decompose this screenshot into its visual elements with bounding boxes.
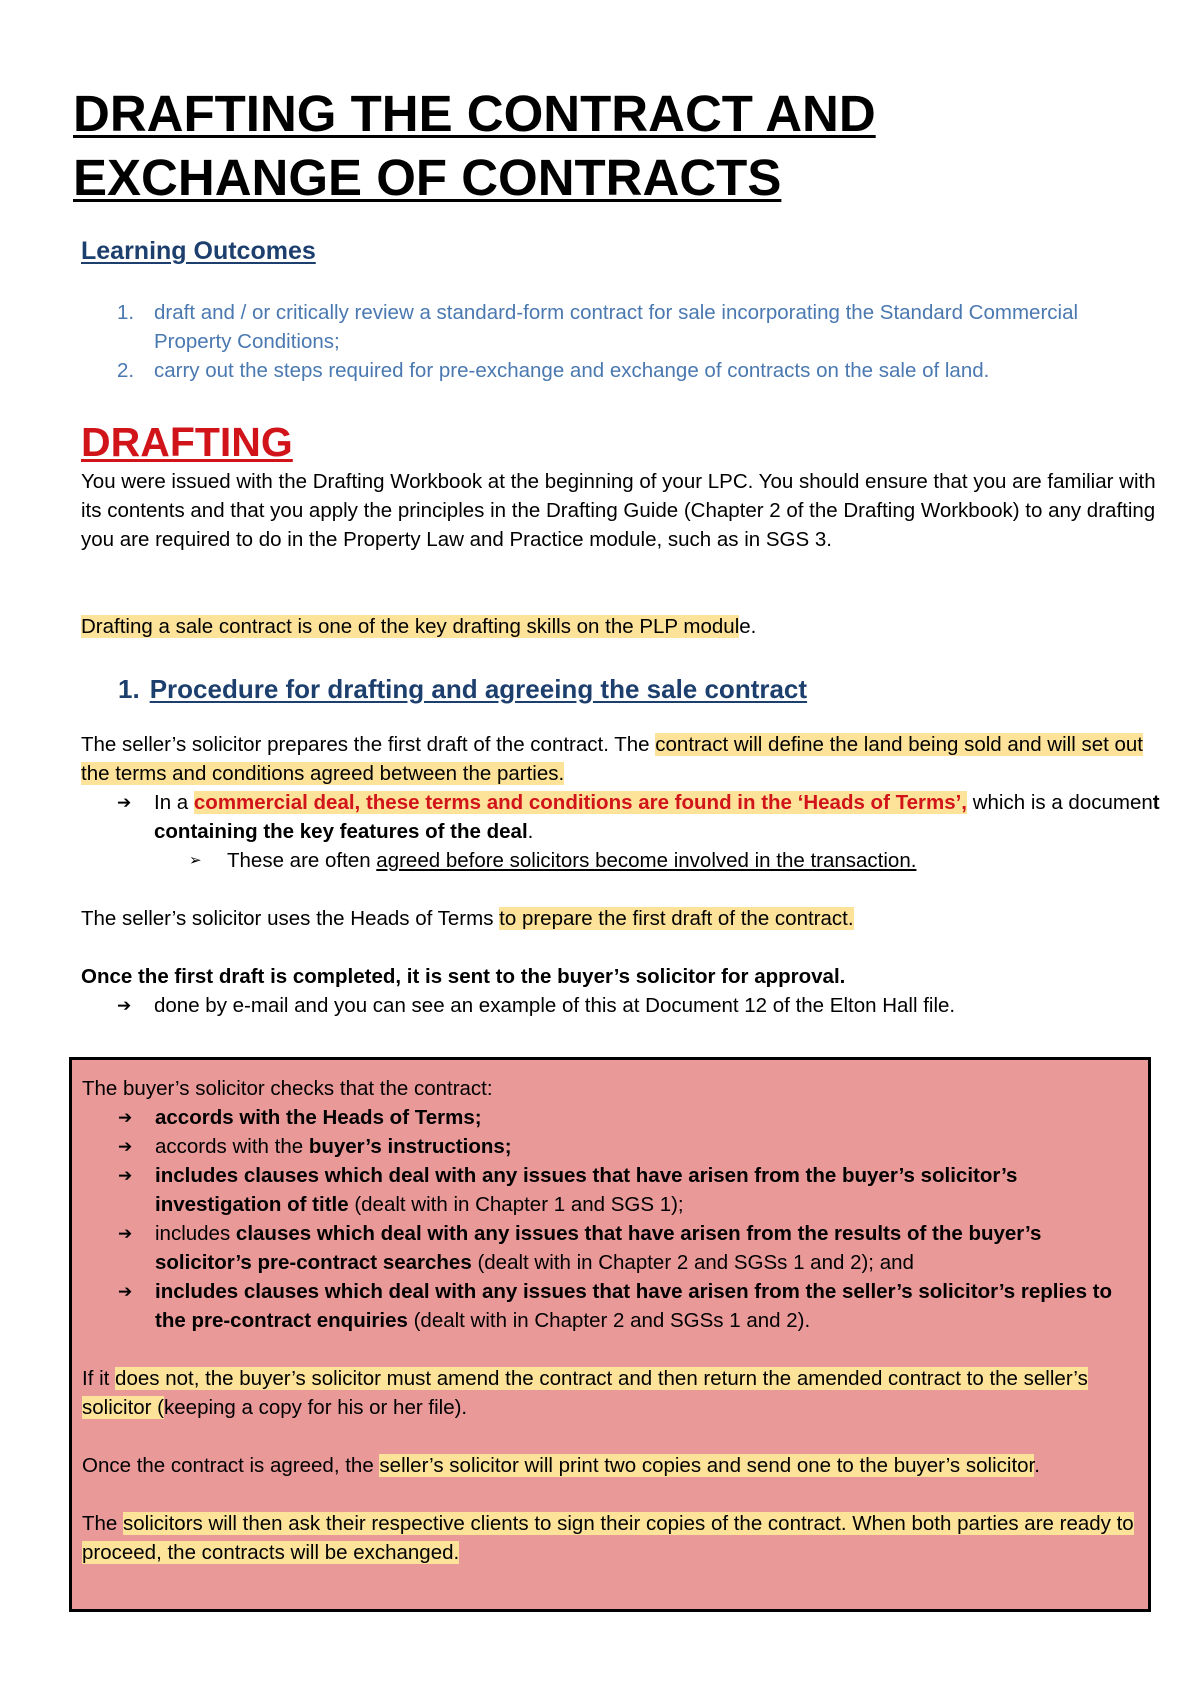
- highlight: seller’s solicitor will print two copies and send one to the buyer’s solicitor: [379, 1454, 1035, 1477]
- arrow-icon: ➔: [118, 1282, 133, 1301]
- amend-paragraph: [82, 1364, 1142, 1422]
- text-fragment: accords with the: [155, 1135, 309, 1158]
- text-fragment: (dealt with in Chapter 2 and SGSs 1 and 2).: [407, 1309, 811, 1332]
- list-item-text: carry out the steps required for pre-exchange and exchange of contracts on the sale of land.: [154, 359, 990, 382]
- key-skill-paragraph: [81, 612, 1161, 641]
- heads-of-terms-bullets: [81, 788, 1161, 875]
- text-fragment: The seller’s solicitor prepares the first draft of the contract. The: [81, 733, 656, 756]
- text-fragment: In a: [154, 791, 194, 814]
- text-fragment: .: [527, 820, 534, 843]
- arrow-icon: ➔: [118, 1166, 133, 1185]
- bold-text: includes clauses which deal with any issues that have arisen from the seller’s solicitor’s replies to the pre-contract enquiries: [155, 1280, 1113, 1332]
- spacer: [82, 1480, 1142, 1509]
- box-content: [82, 1074, 1142, 1567]
- arrow-icon: ➔: [118, 1137, 133, 1156]
- checks-list: [82, 1103, 1142, 1335]
- arrow-icon: ➔: [117, 793, 132, 812]
- text-fragment: (dealt with in Chapter 1 and SGS 1);: [348, 1193, 684, 1216]
- list-item: [81, 991, 1161, 1020]
- bold-text: t containing the key features of the deal: [154, 791, 1160, 843]
- highlight: does not, the buyer’s solicitor must amend the contract and then return the amended contract to the seller’s solicitor (: [82, 1367, 1088, 1419]
- title-line-1: DRAFTING THE CONTRACT AND: [73, 85, 876, 142]
- text-fragment: If it: [82, 1367, 116, 1390]
- first-draft-paragraph: [81, 730, 1161, 788]
- bold-text: includes clauses which deal with any issues that have arisen from the buyer’s solicitor’s investigation of title: [155, 1164, 1018, 1216]
- section-number: 1.: [118, 674, 140, 704]
- bold-text: accords with the Heads of Terms;: [155, 1106, 482, 1129]
- highlight: commercial deal, these terms and conditions are found in the ‘Heads of Terms’,: [193, 791, 968, 814]
- highlight: contract will define the land being sold and will set out the terms and conditions agreed between the parties.: [81, 733, 1144, 785]
- learning-outcomes-list: [81, 298, 1121, 385]
- highlight: to prepare the first draft of the contract.: [499, 907, 854, 930]
- agreed-paragraph: [82, 1451, 1142, 1480]
- underlined-text: agreed before solicitors become involved in the transaction.: [376, 849, 917, 872]
- text-fragment: includes: [155, 1222, 236, 1245]
- arrow-icon: ➔: [117, 996, 132, 1015]
- section-heading: [118, 674, 807, 705]
- exchange-paragraph: [82, 1509, 1142, 1567]
- spacer: [82, 1422, 1142, 1451]
- list-item: [82, 1277, 1142, 1335]
- learning-outcomes-heading: Learning Outcomes: [81, 237, 316, 265]
- email-bullets: [81, 991, 1161, 1020]
- text-fragment: The: [82, 1512, 124, 1535]
- arrow-icon: ➔: [118, 1108, 133, 1127]
- approval-paragraph: Once the first draft is completed, it is sent to the buyer’s solicitor for approval.: [81, 965, 846, 988]
- text-fragment: These are often: [227, 849, 377, 872]
- section-title: Procedure for drafting and agreeing the sale contract: [149, 674, 808, 704]
- list-item: [81, 846, 1161, 875]
- drafting-heading: DRAFTING: [81, 419, 293, 465]
- text-fragment: done by e-mail and you can see an example of this at Document 12 of the Elton Hall file.: [154, 994, 956, 1017]
- list-item: [82, 1161, 1142, 1219]
- text-fragment: e.: [739, 615, 757, 638]
- list-item: [82, 1103, 1142, 1132]
- box-intro: The buyer’s solicitor checks that the contract:: [82, 1077, 493, 1100]
- list-item: [81, 356, 1121, 385]
- highlight: solicitors will then ask their respective clients to sign their copies of the contract. When both parties are ready to proceed, the contracts will be exchanged.: [82, 1512, 1134, 1564]
- text-fragment: .: [1034, 1454, 1040, 1477]
- bold-text: buyer’s instructions;: [308, 1135, 512, 1158]
- text-fragment: which is a documen: [967, 791, 1153, 814]
- list-item: [82, 1219, 1142, 1277]
- list-number: 1.: [117, 301, 135, 324]
- bold-text: clauses which deal with any issues that have arisen from the results of the buyer’s solicitor’s pre-contract searches: [155, 1222, 1042, 1274]
- list-item: [82, 1132, 1142, 1161]
- list-item: [81, 298, 1121, 356]
- arrow-icon: ➔: [118, 1224, 133, 1243]
- title-line-2: EXCHANGE OF CONTRACTS: [73, 149, 782, 206]
- text-fragment: Once the contract is agreed, the: [82, 1454, 380, 1477]
- spacer: [82, 1335, 1142, 1364]
- list-item: [81, 788, 1161, 846]
- heads-of-terms-paragraph: [81, 904, 1161, 933]
- list-item-text: draft and / or critically review a standard-form contract for sale incorporating the Standard Commercial Property Conditions;: [154, 301, 1079, 353]
- list-number: 2.: [117, 359, 135, 382]
- sub-arrow-icon: ➢: [189, 852, 202, 869]
- text-fragment: (dealt with in Chapter 2 and SGSs 1 and 2); and: [471, 1251, 914, 1274]
- highlight: Drafting a sale contract is one of the key drafting skills on the PLP modul: [81, 615, 740, 638]
- text-fragment: keeping a copy for his or her file).: [164, 1396, 468, 1419]
- text-fragment: The seller’s solicitor uses the Heads of Terms: [81, 907, 500, 930]
- buyer-checks-box: [69, 1057, 1151, 1612]
- page-title: [73, 82, 1133, 210]
- drafting-intro: You were issued with the Drafting Workbook at the beginning of your LPC. You should ensure that you are familiar with its contents and that you apply the principles in the Drafting Guide (Chapter 2 of the Drafting Workbook) to any drafting you are required to do in the Property Law and Practice module, such as in SGS 3.: [81, 470, 1156, 551]
